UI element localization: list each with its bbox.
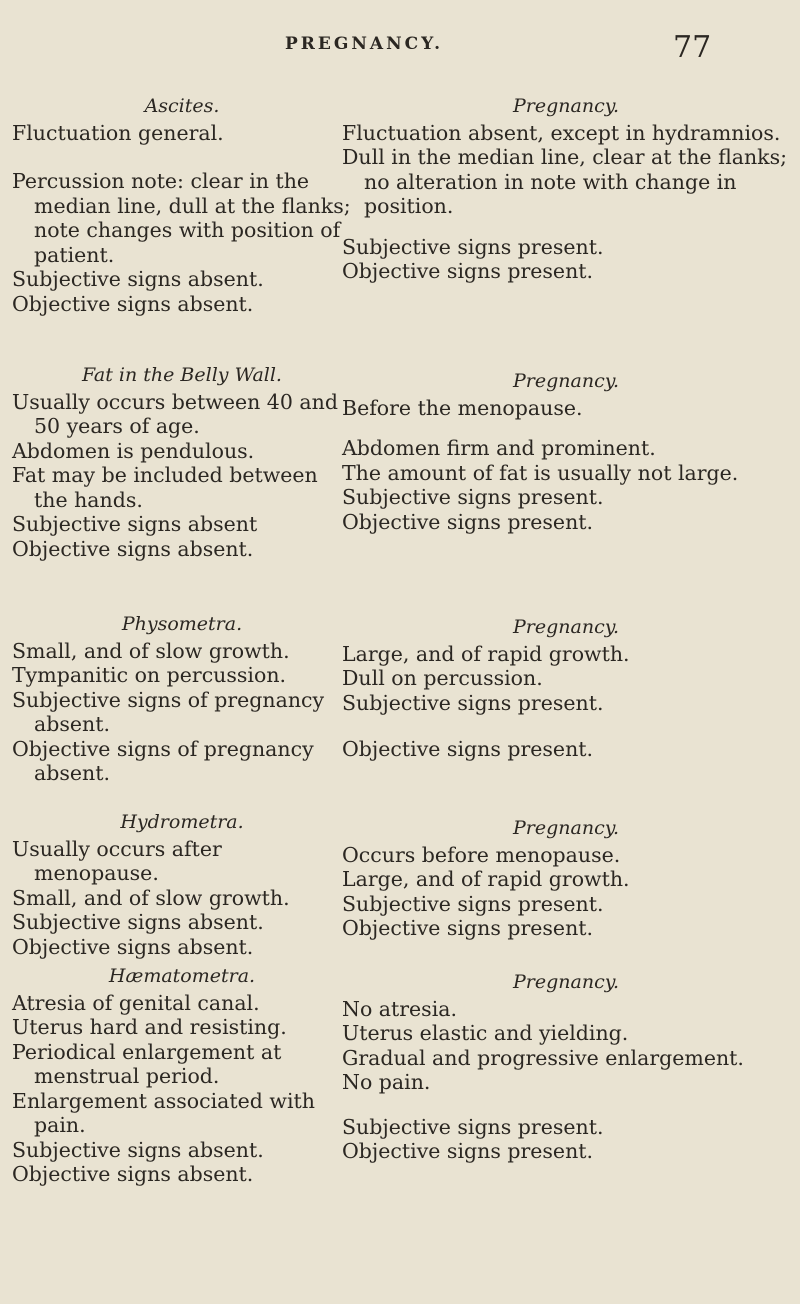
list-item: Usually occurs after menopause. — [12, 836, 222, 885]
list-item: Usually occurs between 40 and 50 years of age. — [12, 389, 338, 438]
list-item: Periodical enlargement at menstrual period. — [12, 1039, 282, 1088]
page-number: 77 — [673, 30, 712, 65]
list-item: Subjective signs absent. — [12, 1137, 264, 1162]
list-item — [342, 420, 790, 436]
list-item: Enlargement associated with pain. — [12, 1088, 315, 1137]
list-item: Before the menopause. — [342, 395, 583, 420]
list-item: Objective signs of pregnancy absent. — [12, 736, 314, 785]
section-heading: Physometra. — [121, 613, 243, 635]
list-item: Subjective signs absent. — [12, 267, 264, 291]
list-item: Large, and of rapid growth. — [342, 867, 630, 891]
section-heading: Fat in the Belly Wall. — [82, 364, 282, 386]
list-item: Objective signs absent. — [12, 536, 254, 561]
list-item: Abdomen firm and prominent. — [342, 436, 656, 460]
list-item: No pain. — [342, 1070, 431, 1094]
list-item: Abdomen is pendulous. — [12, 438, 255, 463]
list-item: Dull on percussion. — [342, 666, 543, 690]
list-item: Subjective signs absent — [12, 512, 258, 536]
list-item: Tympanitic on percussion. — [12, 663, 287, 687]
list-item: Percussion note: clear in the median line, dull at the flanks; note changes with position of patient. — [12, 169, 351, 267]
list-item — [12, 145, 352, 169]
section-physometra — [12, 612, 352, 786]
list-item: Subjective signs present. — [342, 690, 604, 715]
list-item: Objective signs present. — [342, 1139, 594, 1163]
list-item: Objective signs present. — [342, 916, 594, 940]
section-heading: Pregnancy. — [513, 95, 619, 117]
list-item: Small, and of slow growth. — [12, 885, 290, 910]
list-item: Gradual and progressive enlargement. — [342, 1045, 744, 1070]
section-haematometra — [12, 964, 352, 1187]
list-item: Objective signs absent. — [12, 1162, 254, 1186]
list-item: Large, and of rapid growth. — [342, 641, 630, 666]
list-item: Atresia of genital canal. — [12, 990, 260, 1015]
section-pregnancy-5 — [342, 970, 790, 1164]
section-pregnancy-4 — [342, 816, 790, 941]
list-item: Subjective signs present. — [342, 234, 604, 259]
list-item: Subjective signs of pregnancy absent. — [12, 687, 325, 736]
section-pregnancy-1 — [342, 94, 790, 284]
list-item — [342, 715, 790, 737]
list-item: Subjective signs present. — [342, 485, 604, 509]
list-item: Subjective signs absent. — [12, 910, 264, 934]
section-fat-belly-wall — [12, 363, 352, 561]
list-item: Objective signs present. — [342, 737, 594, 761]
list-item: Uterus elastic and yielding. — [342, 1021, 629, 1045]
list-item: Objective signs present. — [342, 259, 594, 283]
list-item — [342, 1095, 790, 1115]
section-ascites — [12, 94, 352, 316]
section-heading: Pregnancy. — [513, 971, 619, 993]
section-pregnancy-2 — [342, 369, 790, 534]
list-item: Fluctuation general. — [12, 120, 224, 145]
list-item: No atresia. — [342, 996, 458, 1021]
list-item: Subjective signs present. — [342, 891, 604, 916]
list-item: Dull in the median line, clear at the flanks; no alteration in note with change in position. — [342, 145, 788, 218]
page-header — [0, 30, 800, 74]
list-item: Objective signs absent. — [12, 934, 254, 959]
list-item: Fluctuation absent, except in hydramnios. — [342, 120, 781, 145]
running-head: PREGNANCY. — [285, 34, 444, 54]
section-heading: Pregnancy. — [513, 370, 619, 392]
list-item: Subjective signs present. — [342, 1114, 604, 1139]
list-item: Objective signs present. — [342, 509, 594, 534]
list-item: Occurs before menopause. — [342, 842, 621, 867]
list-item: Small, and of slow growth. — [12, 638, 290, 663]
section-heading: Hydrometra. — [120, 811, 244, 833]
section-heading: Pregnancy. — [513, 616, 619, 638]
section-pregnancy-3 — [342, 615, 790, 762]
list-item: Uterus hard and resisting. — [12, 1015, 287, 1039]
section-heading: Ascites. — [144, 95, 220, 117]
list-item — [342, 219, 790, 235]
list-item: Fat may be included between the hands. — [12, 463, 318, 512]
section-heading: Hæmatometra. — [108, 965, 256, 987]
list-item: The amount of fat is usually not large. — [342, 460, 739, 485]
section-heading: Pregnancy. — [513, 817, 619, 839]
list-item: Objective signs absent. — [12, 291, 254, 316]
section-hydrometra — [12, 810, 352, 959]
